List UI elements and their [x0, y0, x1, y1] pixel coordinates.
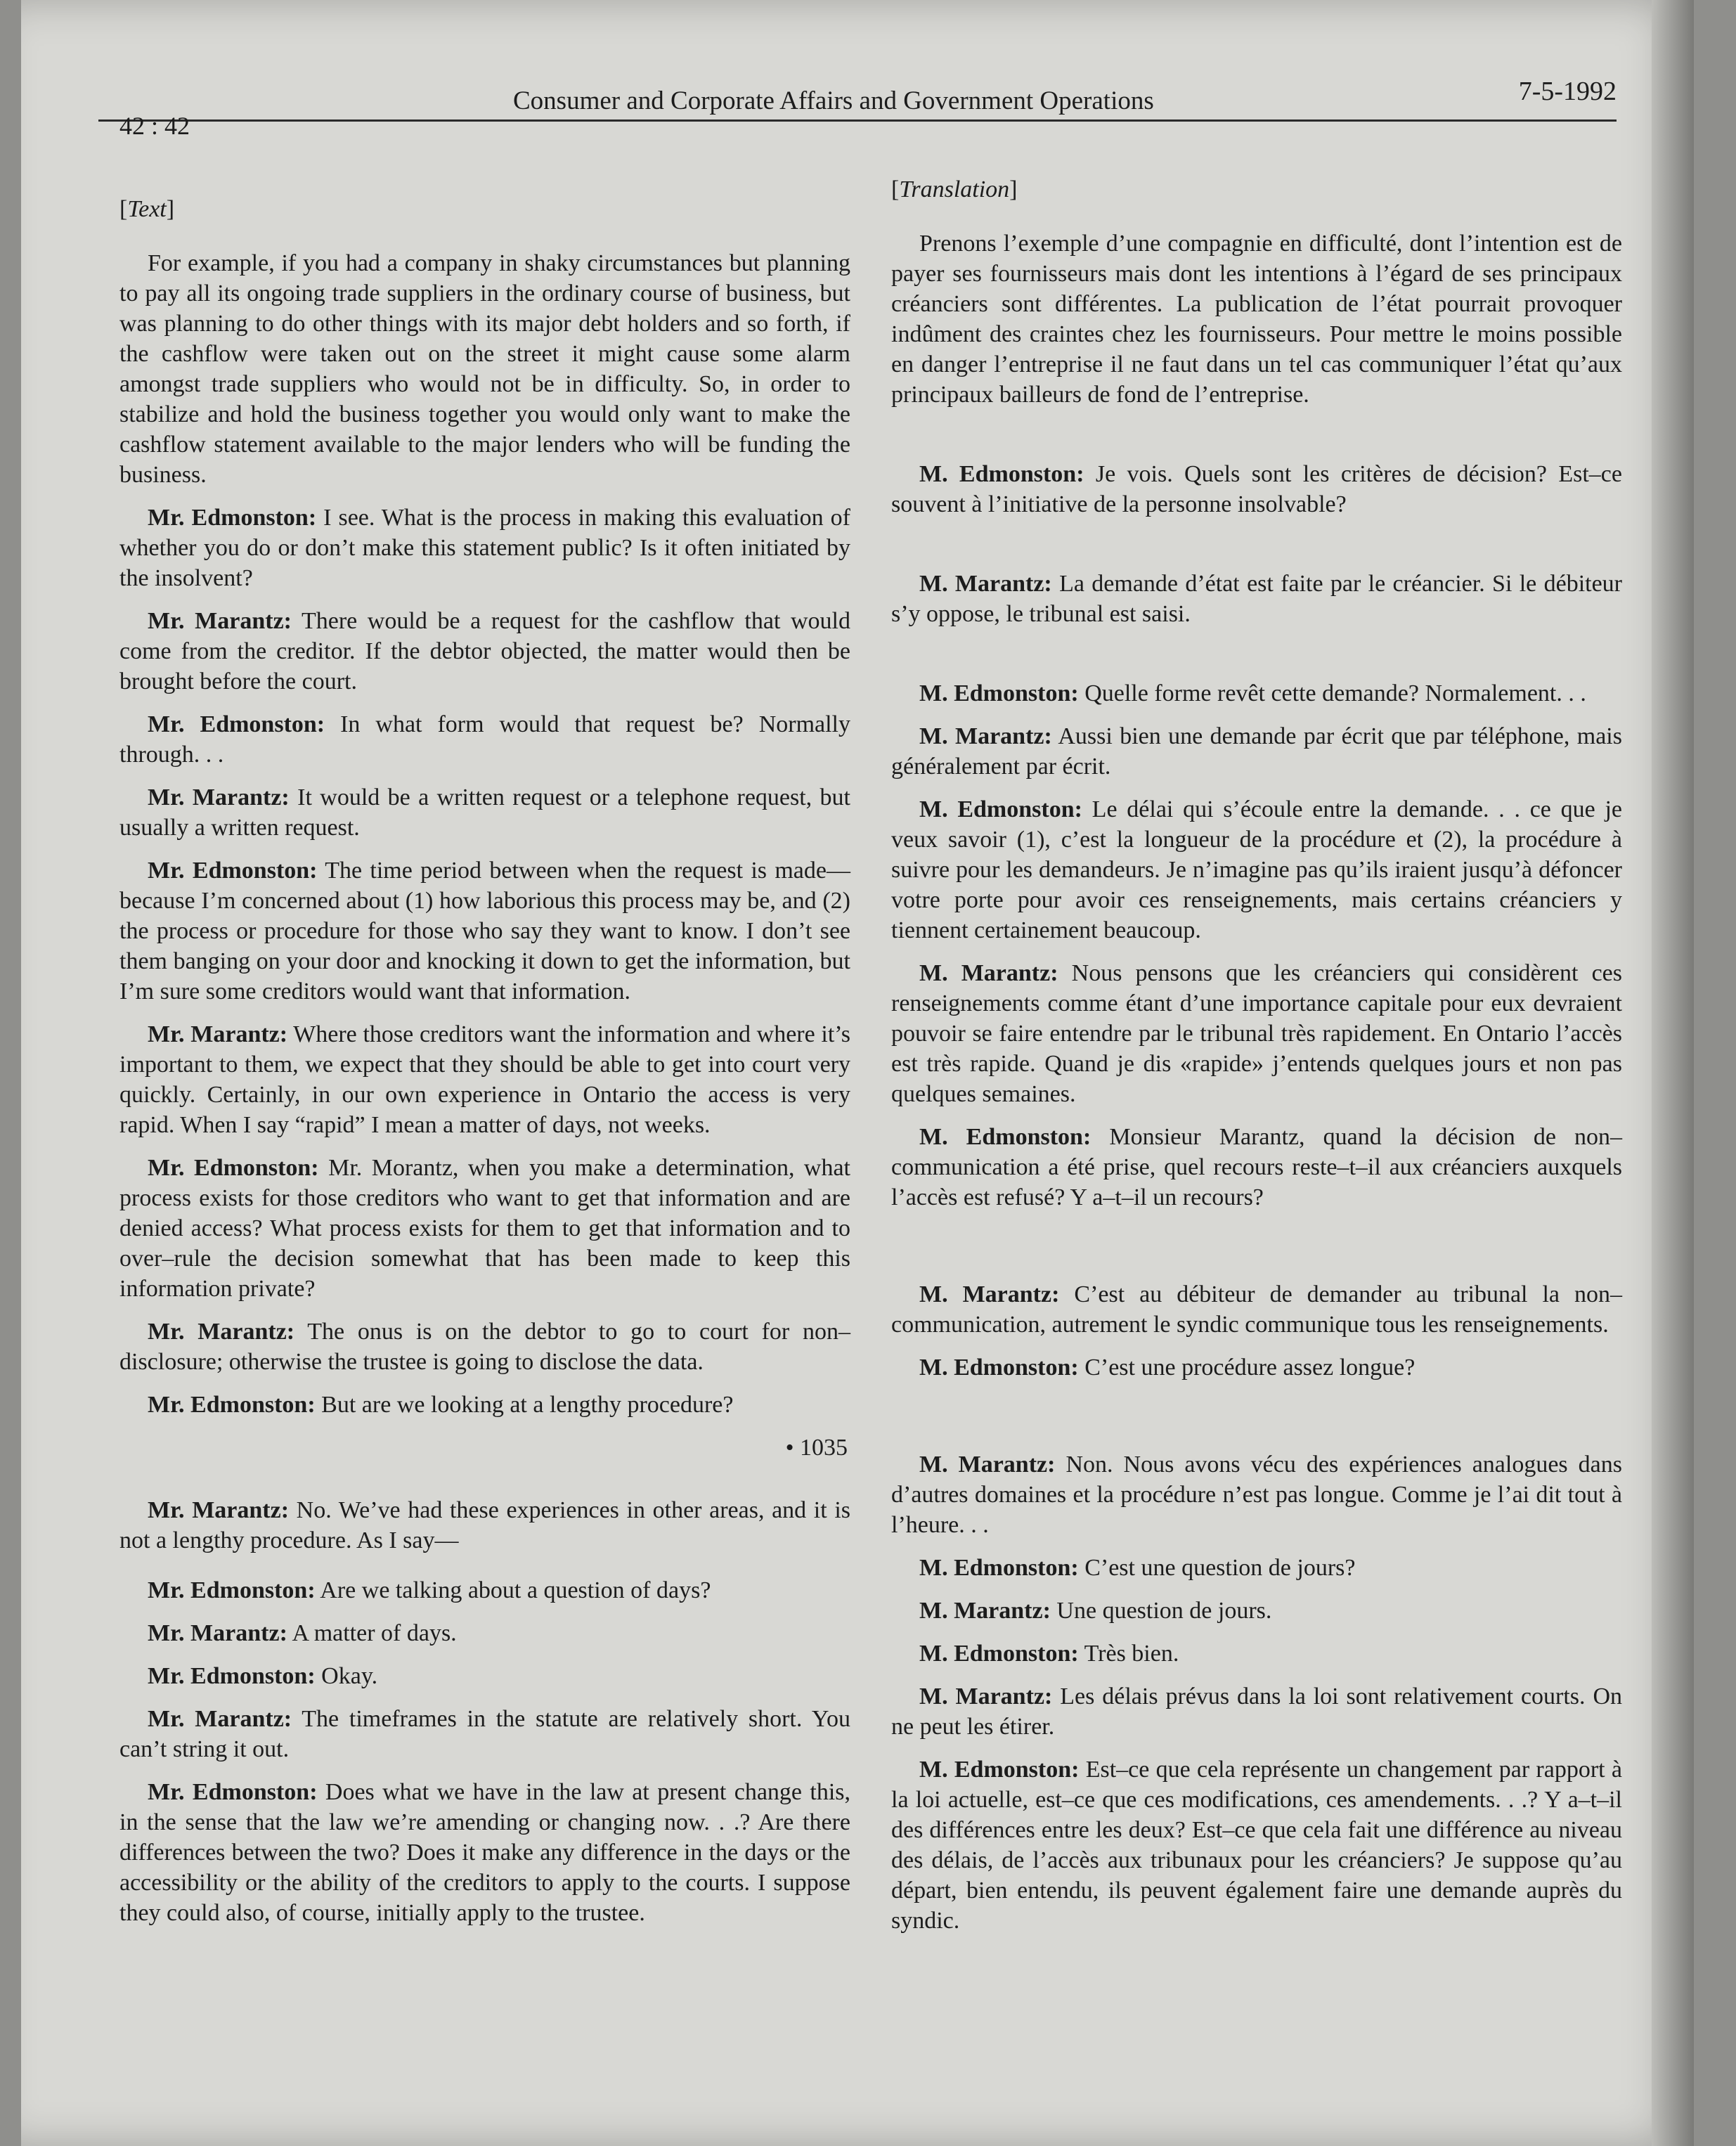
speaker: M. Edmonston:: [919, 1555, 1079, 1581]
speaker: Mr. Marantz:: [148, 784, 290, 810]
page-edge: [1652, 0, 1694, 2146]
utterance: Quelle forme revêt cette demande? Normalement. . .: [1078, 680, 1586, 706]
speaker: M. Marantz:: [919, 1683, 1053, 1709]
speaker: Mr. Edmonston:: [148, 1779, 318, 1805]
turn: [891, 1638, 1622, 1669]
turn: [891, 1449, 1622, 1540]
running-header: [98, 70, 1617, 140]
speaker: Mr. Marantz:: [148, 1021, 288, 1047]
turn: [119, 503, 850, 593]
utterance: The onus is on the debtor to go to court for non–disclosure; otherwise the trustee is going to disclose the data.: [119, 1319, 851, 1375]
committee-title: Consumer and Corporate Affairs and Government Operations: [513, 86, 1154, 115]
utterance: No. We’ve had these experiences in other areas, and it is not a lengthy procedure. As I say—: [119, 1497, 851, 1553]
turn: [891, 721, 1622, 782]
utterance: The timeframes in the statute are relatively short. You can’t string it out.: [119, 1706, 851, 1762]
speaker: M. Edmonston:: [919, 796, 1082, 822]
intro-paragraph: For example, if you had a company in shaky circumstances but planning to pay all its ongoing trade suppliers in the ordinary course of business, but was planning to do other things with its major debt holders and so forth, if the cashflow were taken out on the street it might cause some alarm amongst trade suppliers who would not be in difficulty. So, in order to stabilize and hold the business together you would only want to make the cashflow statement available to the major lenders who will be funding the business.: [119, 250, 850, 488]
utterance: Are we talking about a question of days?: [315, 1577, 711, 1603]
utterance: The time period between when the request is made—because I’m concerned about (1) how laborious this process may be, and (2) the process or procedure for those who say they want to know. I don’t see them banging on your door and knocking it down to get the information, but I’m sure some creditors would want that information.: [119, 858, 850, 1004]
page-folio: 42 : 42: [119, 112, 190, 140]
utterance: C’est une question de jours?: [1078, 1555, 1356, 1581]
utterance: There would be a request for the cashflow that would come from the creditor. If the debtor objected, the matter would then be brought before the court.: [119, 608, 851, 694]
speaker: Mr. Marantz:: [148, 1620, 287, 1646]
utterance: C’est une procédure assez longue?: [1078, 1355, 1416, 1381]
time-marker: • 1035: [785, 1435, 848, 1461]
speaker: Mr. Edmonston:: [148, 858, 318, 884]
speaker: Mr. Edmonston:: [148, 1663, 316, 1689]
speaker: Mr. Edmonston:: [148, 1155, 319, 1181]
turn: [891, 1122, 1622, 1213]
speaker: M. Edmonston:: [919, 461, 1084, 487]
turn: [119, 606, 850, 697]
turn: [891, 569, 1622, 629]
utterance: Aussi bien une demande par écrit que par téléphone, mais généralement par écrit.: [891, 723, 1622, 780]
utterance: But are we looking at a lengthy procedure?: [315, 1392, 734, 1418]
turn: [119, 709, 850, 770]
turn: [119, 1618, 850, 1648]
turn: [891, 1553, 1622, 1583]
utterance: I see. What is the process in making this evaluation of whether you do or don’t make this statement public? Is it often initiated by the insolvent?: [119, 505, 850, 591]
speaker: Mr. Edmonston:: [148, 711, 325, 737]
speaker: M. Marantz:: [919, 1281, 1060, 1307]
utterance: Where those creditors want the information and where it’s important to them, we expect that they should be able to get into court very quickly. Certainly, in our own experience in Ontario the access is very rapid. When I say “rapid” I mean a matter of days, not weeks.: [119, 1021, 850, 1138]
french-column: [891, 174, 1622, 1948]
speaker: Mr. Edmonston:: [148, 1577, 316, 1603]
speaker: M. Edmonston:: [919, 680, 1079, 706]
utterance: A matter of days.: [287, 1620, 457, 1646]
utterance: Est–ce que cela représente un changement par rapport à la loi actuelle, est–ce que ces modifications, ces amendements. . .? Y a–t–il des différences entre les deux? Est–ce que cela fait une différence au niveau des délais, de l’accès aux tribunaux pour les créanciers? Je suppose qu’au départ, bien entendu, ils peuvent également faire une demande auprès du syndic.: [891, 1757, 1622, 1934]
turn: [119, 1317, 850, 1377]
turn: [891, 678, 1622, 709]
utterance: Très bien.: [1078, 1641, 1179, 1667]
turn: [119, 1495, 850, 1556]
turn: [119, 782, 850, 843]
speaker: M. Marantz:: [919, 1598, 1051, 1624]
issue-date: 7-5-1992: [1518, 77, 1617, 106]
intro-paragraph: Prenons l’exemple d’une compagnie en difficulté, dont l’intention est de payer ses fournisseurs mais dont les intentions à l’égard de ses principaux créanciers sont différentes. La publication de l’état pourrait provoquer indûment des craintes chez les fournisseurs. Pour mettre le moins possible en danger l’entreprise il ne faut dans un tel cas communiquer l’état qu’aux principaux bailleurs de fond de l’entreprise.: [891, 231, 1622, 408]
utterance: C’est au débiteur de demander au tribunal la non–communication, autrement le syndic communique tous les renseignements.: [891, 1281, 1622, 1338]
utterance: Monsieur Marantz, quand la décision de non–communication a été prise, quel recours reste–t–il aux créanciers auxquels l’accès est refusé? Y a–t–il un recours?: [891, 1124, 1622, 1210]
speaker: Mr. Marantz:: [148, 1706, 292, 1732]
speaker: Mr. Marantz:: [148, 608, 292, 634]
turn: [119, 1575, 850, 1605]
utterance: Une question de jours.: [1050, 1598, 1272, 1624]
turn: [891, 958, 1622, 1109]
turn: [891, 1754, 1622, 1936]
turn: [891, 1352, 1622, 1383]
turn: [891, 1596, 1622, 1626]
speaker: M. Marantz:: [919, 571, 1052, 597]
turn: [119, 1704, 850, 1764]
turn: [891, 794, 1622, 945]
utterance: Non. Nous avons vécu des expériences analogues dans d’autres domaines et la procédure n’est pas longue. Comme je l’ai dit tout à l’heure. . .: [891, 1452, 1622, 1538]
speaker: M. Edmonston:: [919, 1757, 1080, 1783]
english-column: [119, 174, 850, 1941]
section-label-translation: [Translation]: [891, 176, 1018, 202]
utterance: Le délai qui s’écoule entre la demande. . . ce que je veux savoir (1), c’est la longueur de la procédure et (2), la procédure à suivre pour les demandeurs. Je n’imagine pas qu’ils iraient jusqu’à défoncer votre porte pour avoir ces renseignements, mais certains créanciers y tiennent certainement beaucoup.: [891, 796, 1622, 943]
turn: [119, 1777, 850, 1928]
speaker: M. Edmonston:: [919, 1355, 1079, 1381]
utterance: Does what we have in the law at present change this, in the sense that the law we’re amending or changing now. . .? Are there differences between the two? Does it make any difference in the days or the accessibility or the ability of the creditors to apply to the courts. I suppose they could also, of course, initially apply to the trustee.: [119, 1779, 850, 1926]
utterance: Nous pensons que les créanciers qui considèrent ces renseignements comme étant d’une importance capitale pour eux devraient pouvoir se faire entendre par le tribunal très rapidement. En Ontario l’accès est très rapide. Quand je dis «rapide» j’entends quelques jours et non pas quelques semaines.: [891, 960, 1622, 1107]
turn: [891, 1279, 1622, 1340]
utterance: In what form would that request be? Normally through. . .: [119, 711, 851, 768]
turn: [891, 1681, 1622, 1742]
utterance: La demande d’état est faite par le créancier. Si le débiteur s’y oppose, le tribunal est saisi.: [891, 571, 1622, 627]
speaker: Mr. Edmonston:: [148, 1392, 316, 1418]
speaker: M. Marantz:: [919, 1452, 1056, 1478]
speaker: Mr. Marantz:: [148, 1319, 295, 1345]
utterance: Les délais prévus dans la loi sont relativement courts. On ne peut les étirer.: [891, 1683, 1622, 1740]
speaker: M. Marantz:: [919, 723, 1052, 749]
speaker: M. Marantz:: [919, 960, 1058, 986]
turn: [119, 1153, 850, 1304]
page: [21, 0, 1694, 2146]
speaker: M. Edmonston:: [919, 1641, 1079, 1667]
speaker: Mr. Edmonston:: [148, 505, 317, 531]
speaker: M. Edmonston:: [919, 1124, 1092, 1150]
section-label-text: [Text]: [119, 196, 175, 222]
utterance: It would be a written request or a telephone request, but usually a written request.: [119, 784, 850, 841]
utterance: Je vois. Quels sont les critères de décision? Est–ce souvent à l’initiative de la personne insolvable?: [891, 461, 1622, 517]
utterance: Okay.: [315, 1663, 378, 1689]
turn: [119, 1390, 850, 1420]
turn: [891, 459, 1622, 519]
turn: [119, 855, 850, 1007]
turn: [119, 1661, 850, 1691]
speaker: Mr. Marantz:: [148, 1497, 290, 1523]
utterance: Mr. Morantz, when you make a determination, what process exists for those creditors who want to get that information and are denied access? What process exists for them to get that information and to over–rule the decision somewhat that has been made to keep this information private?: [119, 1155, 851, 1302]
turn: [119, 1019, 850, 1140]
